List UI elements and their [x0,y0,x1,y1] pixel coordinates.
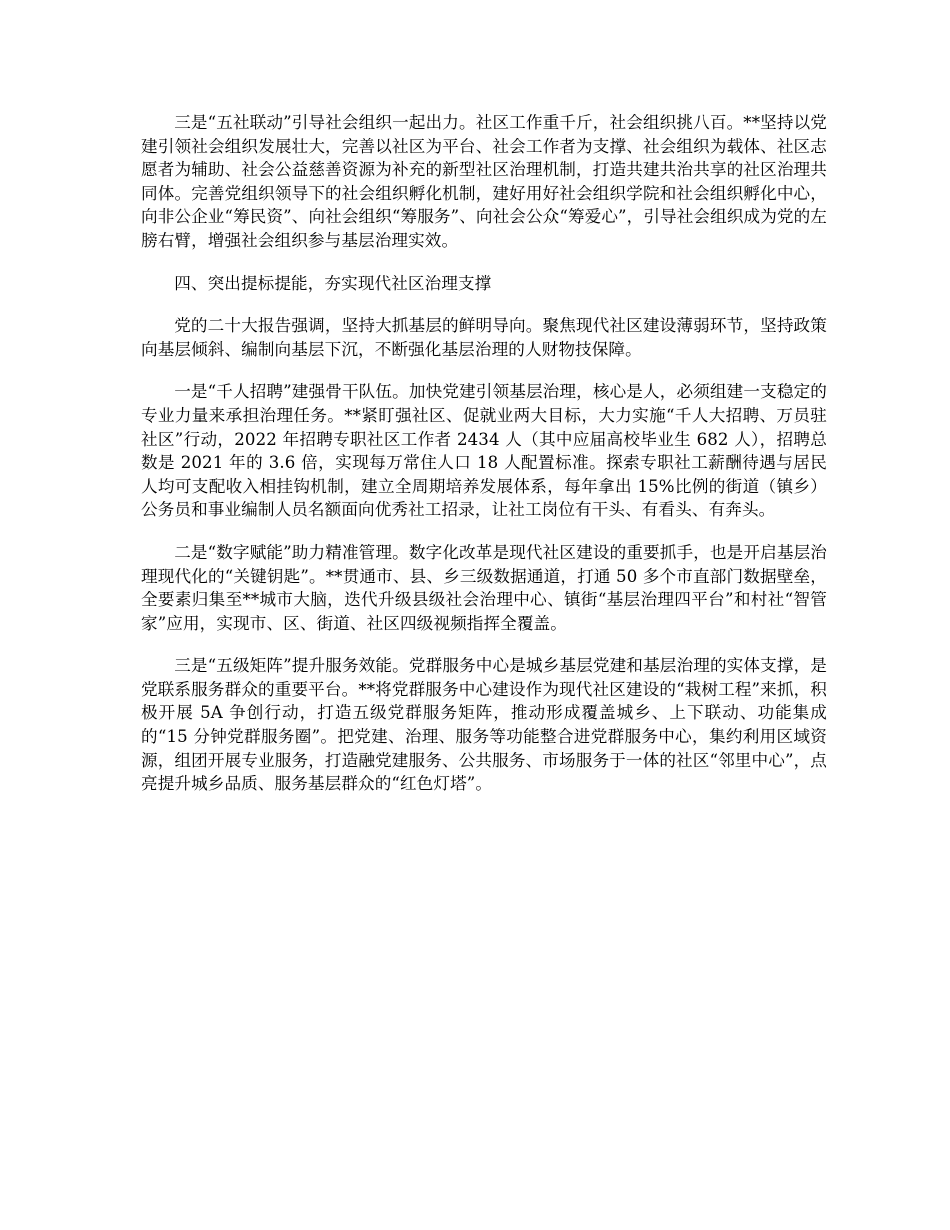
paragraph-five-level-matrix: 三是“五级矩阵”提升服务效能。党群服务中心是城乡基层党建和基层治理的实体支撑，是党联系服务群众的重要平台。**将党群服务中心建设作为现代社区建设的“栽树工程”来抓，积极开展 5A 争创行动，打造五级党群服务矩阵，推动形成覆盖城乡、上下联动、功能集成的“15 分钟党群服务圈”。把党建、治理、服务等功能整合进党群服务中心，集约利用区域资源，组团开展专业服务，打造融党建服务、公共服务、市场服务于一体的社区“邻里中心”，点亮提升城乡品质、服务基层群众的“红色灯塔”。 [141,656,827,794]
paragraph-thousand-recruitment: 一是“千人招聘”建强骨干队伍。加快党建引领基层治理，核心是人，必须组建一支稳定的专业力量来承担治理任务。**紧盯强社区、促就业两大目标，大力实施“千人大招聘、万员驻社区”行动，2022 年招聘专职社区工作者 2434 人（其中应届高校毕业生 682 人），招聘总数是 2021 年的 3.6 倍，实现每万常住人口 18 人配置标准。探索专职社工薪酬待遇与居民人均可支配收入相挂钩机制，建立全周期培养发展体系，每年拿出 15%比例的街道（镇乡）公务员和事业编制人员名额面向优秀社工招录，让社工岗位有干头、有看头、有奔头。 [141,382,827,520]
document-page [141,111,827,815]
section-heading-four: 四、突出提标提能，夯实现代社区治理支撑 [174,273,492,293]
paragraph-digital-empowerment: 二是“数字赋能”助力精准管理。数字化改革是现代社区建设的重要抓手，也是开启基层治理现代化的“关键钥匙”。**贯通市、县、乡三级数据通道，打通 50 多个市直部门数据壁垒，全要素归集至**城市大脑，迭代升级县级社会治理中心、镇街“基层治理四平台”和村社“智管家”应用，实现市、区、街道、社区四级视频指挥全覆盖。 [141,542,827,633]
paragraph-twentieth-congress: 党的二十大报告强调，坚持大抓基层的鲜明导向。聚焦现代社区建设薄弱环节，坚持政策向基层倾斜、编制向基层下沉，不断强化基层治理的人财物技保障。 [141,316,827,359]
paragraph-five-society-linkage: 三是“五社联动”引导社会组织一起出力。社区工作重千斤，社会组织挑八百。**坚持以党建引领社会组织发展壮大，完善以社区为平台、社会工作者为支撑、社会组织为载体、社区志愿者为辅助、社会公益慈善资源为补充的新型社区治理机制，打造共建共治共享的社区治理共同体。完善党组织领导下的社会组织孵化机制，建好用好社会组织学院和社会组织孵化中心，向非公企业“筹民资”、向社会组织“筹服务”、向社会公众“筹爱心”，引导社会组织成为党的左膀右臂，增强社会组织参与基层治理实效。 [141,113,827,250]
